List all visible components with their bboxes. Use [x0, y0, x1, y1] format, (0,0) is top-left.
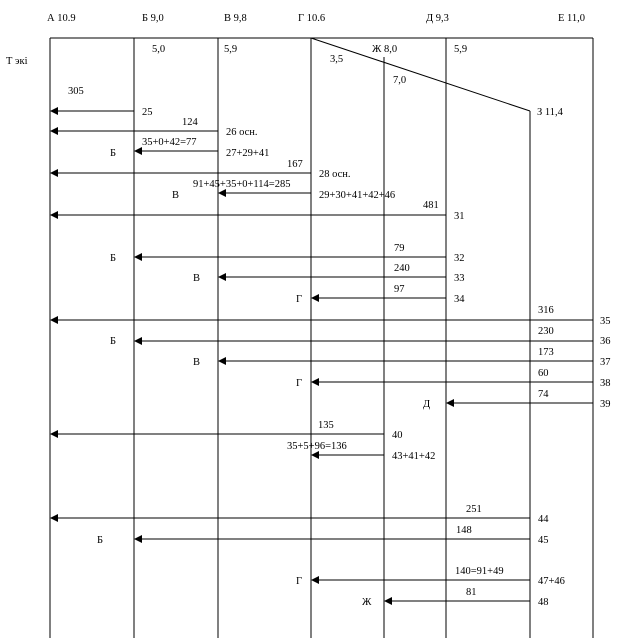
flow-target-label: Б [110, 336, 117, 347]
flow-number-label: 27+29+41 [226, 148, 270, 159]
column-label-v: В 9,8 [224, 13, 247, 24]
flow-number-label: 38 [600, 378, 611, 389]
flow-target-label: Г [296, 294, 303, 305]
flow-value-label: 167 [287, 159, 303, 170]
flow-value-label: 148 [456, 525, 472, 536]
flow-target-label: Ж [362, 597, 372, 608]
flow-value-label: 240 [394, 263, 410, 274]
column-label-g: Г 10.6 [298, 13, 326, 24]
flow-number-label: 26 осн. [226, 127, 258, 138]
station-z-label: З 11,4 [537, 107, 563, 118]
segment-distance: 5,9 [224, 44, 238, 55]
flow-number-label: 37 [600, 357, 611, 368]
column-label-a: А 10.9 [47, 13, 76, 24]
flow-value-label: 79 [394, 243, 405, 254]
flow-target-label: Б [110, 148, 117, 159]
flow-target-label: Г [296, 378, 303, 389]
flow-number-label: 31 [454, 211, 465, 222]
flow-number-label: 47+46 [538, 576, 565, 587]
flow-number-label: 33 [454, 273, 465, 284]
flow-number-label: 36 [600, 336, 611, 347]
flow-number-label: 28 осн. [319, 169, 351, 180]
flow-target-label: В [193, 357, 201, 368]
flow-value-label: 81 [466, 587, 477, 598]
flow-target-label: Б [110, 253, 117, 264]
flow-value-label: 74 [538, 389, 549, 400]
flow-value-label: 60 [538, 368, 549, 379]
flow-value-label: 91+45+35+0+114=285 [193, 179, 291, 190]
flow-number-label: 48 [538, 597, 549, 608]
flow-arrows [51, 86, 611, 608]
flow-value-label: 124 [182, 117, 198, 128]
segment-distance: 5,0 [152, 44, 166, 55]
branch-diagonal [311, 38, 530, 111]
flow-value-label: 305 [68, 86, 84, 97]
flow-target-label: Д [423, 399, 431, 410]
flow-number-label: 34 [454, 294, 465, 305]
flow-value-label: 140=91+49 [455, 566, 504, 577]
flow-target-label: Г [296, 576, 303, 587]
flow-value-label: 316 [538, 305, 554, 316]
flow-target-label: Б [97, 535, 104, 546]
flow-target-label: В [193, 273, 201, 284]
flow-value-label: 35+5+96=136 [287, 441, 347, 452]
flow-target-label: В [172, 190, 180, 201]
flow-number-label: 40 [392, 430, 403, 441]
flow-number-label: 44 [538, 514, 549, 525]
flow-number-label: 25 [142, 107, 153, 118]
flow-number-label: 29+30+41+42+46 [319, 190, 396, 201]
segment-distance: 7,0 [393, 75, 407, 86]
row-label: Т экі [6, 56, 28, 67]
segment-distance: 5,9 [454, 44, 468, 55]
flow-number-label: 39 [600, 399, 611, 410]
flow-value-label: 173 [538, 347, 554, 358]
column-label-d: Д 9,3 [426, 13, 449, 24]
flow-value-label: 230 [538, 326, 554, 337]
segment-distance: 3,5 [330, 54, 344, 65]
flow-value-label: 135 [318, 420, 334, 431]
flow-number-label: 43+41+42 [392, 451, 436, 462]
station-zh-label: Ж 8,0 [372, 44, 398, 55]
flow-value-label: 481 [423, 200, 439, 211]
column-label-b: Б 9,0 [142, 13, 164, 24]
flow-value-label: 35+0+42=77 [142, 137, 197, 148]
column-label-e: Е 11,0 [558, 13, 586, 24]
flow-value-label: 97 [394, 284, 405, 295]
flow-number-label: 45 [538, 535, 549, 546]
flow-number-label: 32 [454, 253, 465, 264]
flow-value-label: 251 [466, 504, 482, 515]
flow-number-label: 35 [600, 316, 611, 327]
